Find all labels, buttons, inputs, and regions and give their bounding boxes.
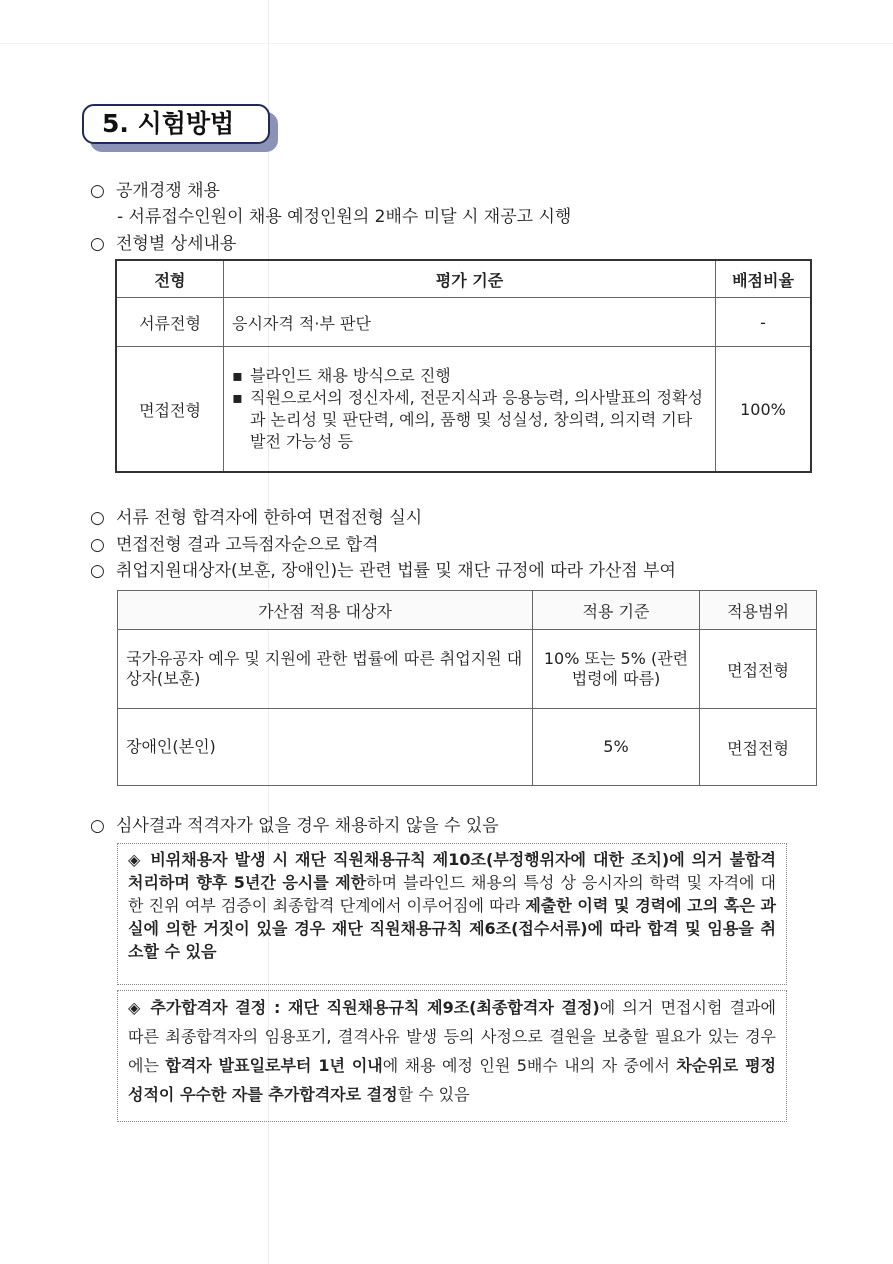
notice-text: 하며 블라인드 채용의 특성 상 응시자의 학력 및 자격에 대한 진위 여부 검증이 최종합격 단계에서 이루어짐에 따라: [128, 873, 776, 915]
list-item: ▪ 직원으로서의 정신자세, 전문지식과 응용능력, 의사발표의 정확성과 논리성 및 판단력, 예의, 품행 및 성실성, 창의력, 의지력 기타 발전 가능성 등: [232, 387, 707, 453]
circle-bullet-icon: ○: [90, 816, 105, 836]
header-target: 가산점 적용 대상자: [118, 591, 533, 630]
circle-bullet-icon: ○: [90, 181, 105, 201]
header-scope: 적용범위: [700, 591, 817, 630]
table-row: [116, 298, 811, 347]
notice-text: 에 의거 면접시험 결과에 따른 최종합격자의 임용포기, 결격사유 발생 등의 사정으로 결원을 보충할 필요가 있는 경우에는: [128, 998, 776, 1075]
section-heading: [82, 104, 282, 156]
target-cell: 국가유공자 예우 및 지원에 관한 법률에 따른 취업지원 대상자(보훈): [118, 630, 533, 709]
sub-note-readvertise: - 서류접수인원이 채용 예정인원의 2배수 미달 시 재공고 시행: [117, 207, 572, 227]
table-header-row: [118, 591, 817, 630]
bullet-no-qualified: ○ 심사결과 적격자가 없을 경우 채용하지 않을 수 있음: [90, 816, 499, 836]
scope-cell: 면접전형: [700, 630, 817, 709]
notice-bold-text: 합격자 발표일로부터 1년 이내: [165, 1056, 383, 1075]
circle-bullet-icon: ○: [90, 535, 105, 555]
bonus-point-table: [117, 590, 817, 786]
bullet-interview-eligibility: ○ 서류 전형 합격자에 한하여 면접전형 실시: [90, 508, 423, 528]
diamond-bullet-icon: ◈: [128, 998, 141, 1017]
ratio-cell: 100%: [716, 347, 812, 473]
list-item: ▪ 블라인드 채용 방식으로 진행: [232, 365, 707, 387]
table-header-row: [116, 260, 811, 298]
circle-bullet-icon: ○: [90, 561, 105, 581]
diamond-bullet-icon: ◈: [128, 850, 141, 869]
circle-bullet-icon: ○: [90, 234, 105, 254]
target-cell: 장애인(본인): [118, 709, 533, 786]
evaluation-table: [115, 259, 812, 473]
notice-bold-text: 비위채용자 발생 시 재단 직원채용규칙 제10조(부정행위자에 대한 조치)에 의거 불합격 처리하며 향후 5년간 응시를 제한: [128, 850, 776, 892]
notice-additional-pass: [117, 990, 787, 1122]
header-stage: 전형: [116, 260, 224, 298]
notice-text: 에 채용 예정 인원 5배수 내의 자 중에서: [382, 1056, 677, 1075]
bullet-bonus-points: ○ 취업지원대상자(보훈, 장애인)는 관련 법률 및 재단 규정에 따라 가산점 부여: [90, 561, 676, 581]
table-row: [118, 630, 817, 709]
criteria-cell: 10% 또는 5% (관련법령에 따름): [533, 630, 700, 709]
header-criteria: 평가 기준: [224, 260, 716, 298]
scope-cell: 면접전형: [700, 709, 817, 786]
criteria-cell: 5%: [533, 709, 700, 786]
bullet-open-recruitment: ○ 공개경쟁 채용: [90, 181, 220, 201]
notice-bold-text: 차순위로 평정 성적이 우수한 자를 추가합격자로 결정: [128, 1056, 776, 1104]
ratio-cell: -: [716, 298, 812, 347]
criteria-cell: [224, 347, 716, 473]
stage-cell: 서류전형: [116, 298, 224, 347]
header-ratio: 배점비율: [716, 260, 812, 298]
criteria-list: [232, 365, 707, 453]
bullet-pass-order: ○ 면접전형 결과 고득점자순으로 합격: [90, 535, 379, 555]
header-criteria: 적용 기준: [533, 591, 700, 630]
notice-bold-text: 추가합격자 결정 : 재단 직원채용규칙 제9조(최종합격자 결정): [150, 998, 600, 1017]
table-row: [116, 347, 811, 473]
notice-misconduct: [117, 843, 787, 985]
notice-bold-text: 제출한 이력 및 경력에 고의 혹은 과실에 의한 거짓이 있을 경우 재단 직원채용규칙 제6조(접수서류)에 따라 합격 및 임용을 취소할 수 있음: [128, 896, 776, 961]
scan-guide-line-top: [0, 43, 893, 44]
bullet-stage-details: ○ 전형별 상세내용: [90, 234, 237, 254]
section-title: 5. 시험방법: [82, 104, 270, 144]
notice-text: 할 수 있음: [397, 1085, 470, 1104]
criteria-cell: 응시자격 적·부 판단: [224, 298, 716, 347]
stage-cell: 면접전형: [116, 347, 224, 473]
table-row: [118, 709, 817, 786]
circle-bullet-icon: ○: [90, 508, 105, 528]
